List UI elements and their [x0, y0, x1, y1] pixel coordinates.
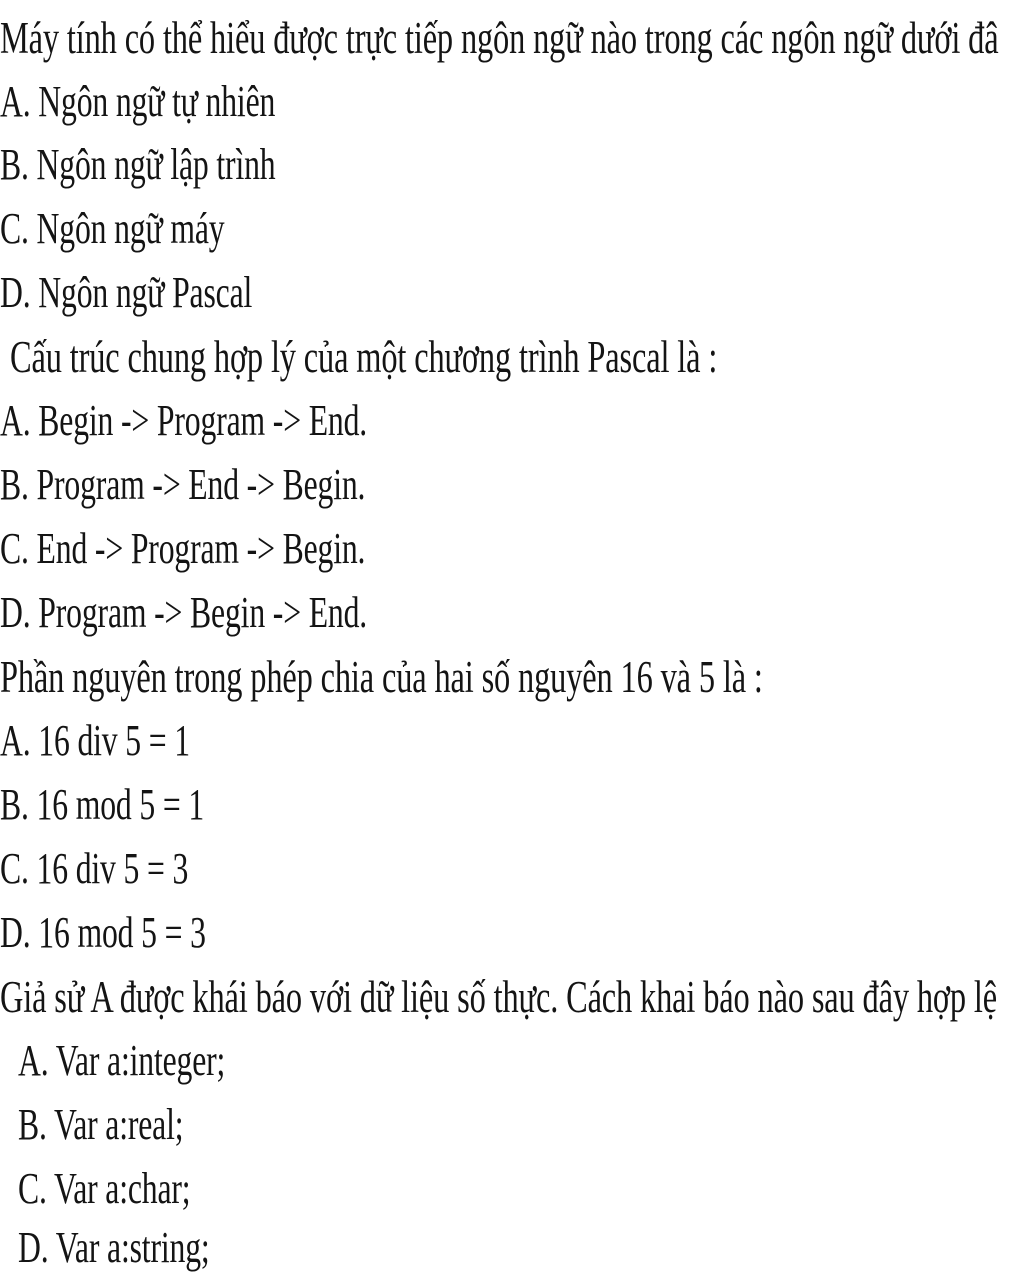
question-2-option-a: A. Begin -> Program -> End.: [0, 396, 368, 445]
question-3-option-d: D. 16 mod 5 = 3: [0, 908, 206, 957]
question-4-option-c: C. Var a:char;: [18, 1164, 191, 1213]
question-1-option-a: A. Ngôn ngữ tự nhiên: [0, 77, 276, 126]
question-1-text: Máy tính có thể hiểu được trực tiếp ngôn ngữ nào trong các ngôn ngữ dưới đâ: [0, 13, 999, 63]
question-3-option-c: C. 16 div 5 = 3: [0, 844, 189, 893]
question-1-option-b: B. Ngôn ngữ lập trình: [0, 140, 276, 189]
question-2-option-c: C. End -> Program -> Begin.: [0, 524, 366, 573]
question-4-text: Giả sử A được khái báo với dữ liệu số thực. Cách khai báo nào sau đây hợp lệ: [0, 972, 998, 1022]
question-3-text: Phần nguyên trong phép chia của hai số nguyên 16 và 5 là :: [0, 652, 763, 702]
question-3-option-a: A. 16 div 5 = 1: [0, 716, 190, 765]
question-1-option-c: C. Ngôn ngữ máy: [0, 204, 225, 253]
question-2-text: Cấu trúc chung hợp lý của một chương trình Pascal là :: [10, 332, 718, 382]
question-3-option-b: B. 16 mod 5 = 1: [0, 780, 205, 829]
question-2-option-d: D. Program -> Begin -> End.: [0, 588, 368, 637]
question-4-option-a: A. Var a:integer;: [18, 1036, 226, 1085]
question-1-option-d: D. Ngôn ngữ Pascal: [0, 268, 253, 317]
question-4-option-d: D. Var a:string;: [18, 1223, 210, 1272]
question-4-option-b: B. Var a:real;: [18, 1100, 184, 1149]
question-2-option-b: B. Program -> End -> Begin.: [0, 460, 366, 509]
